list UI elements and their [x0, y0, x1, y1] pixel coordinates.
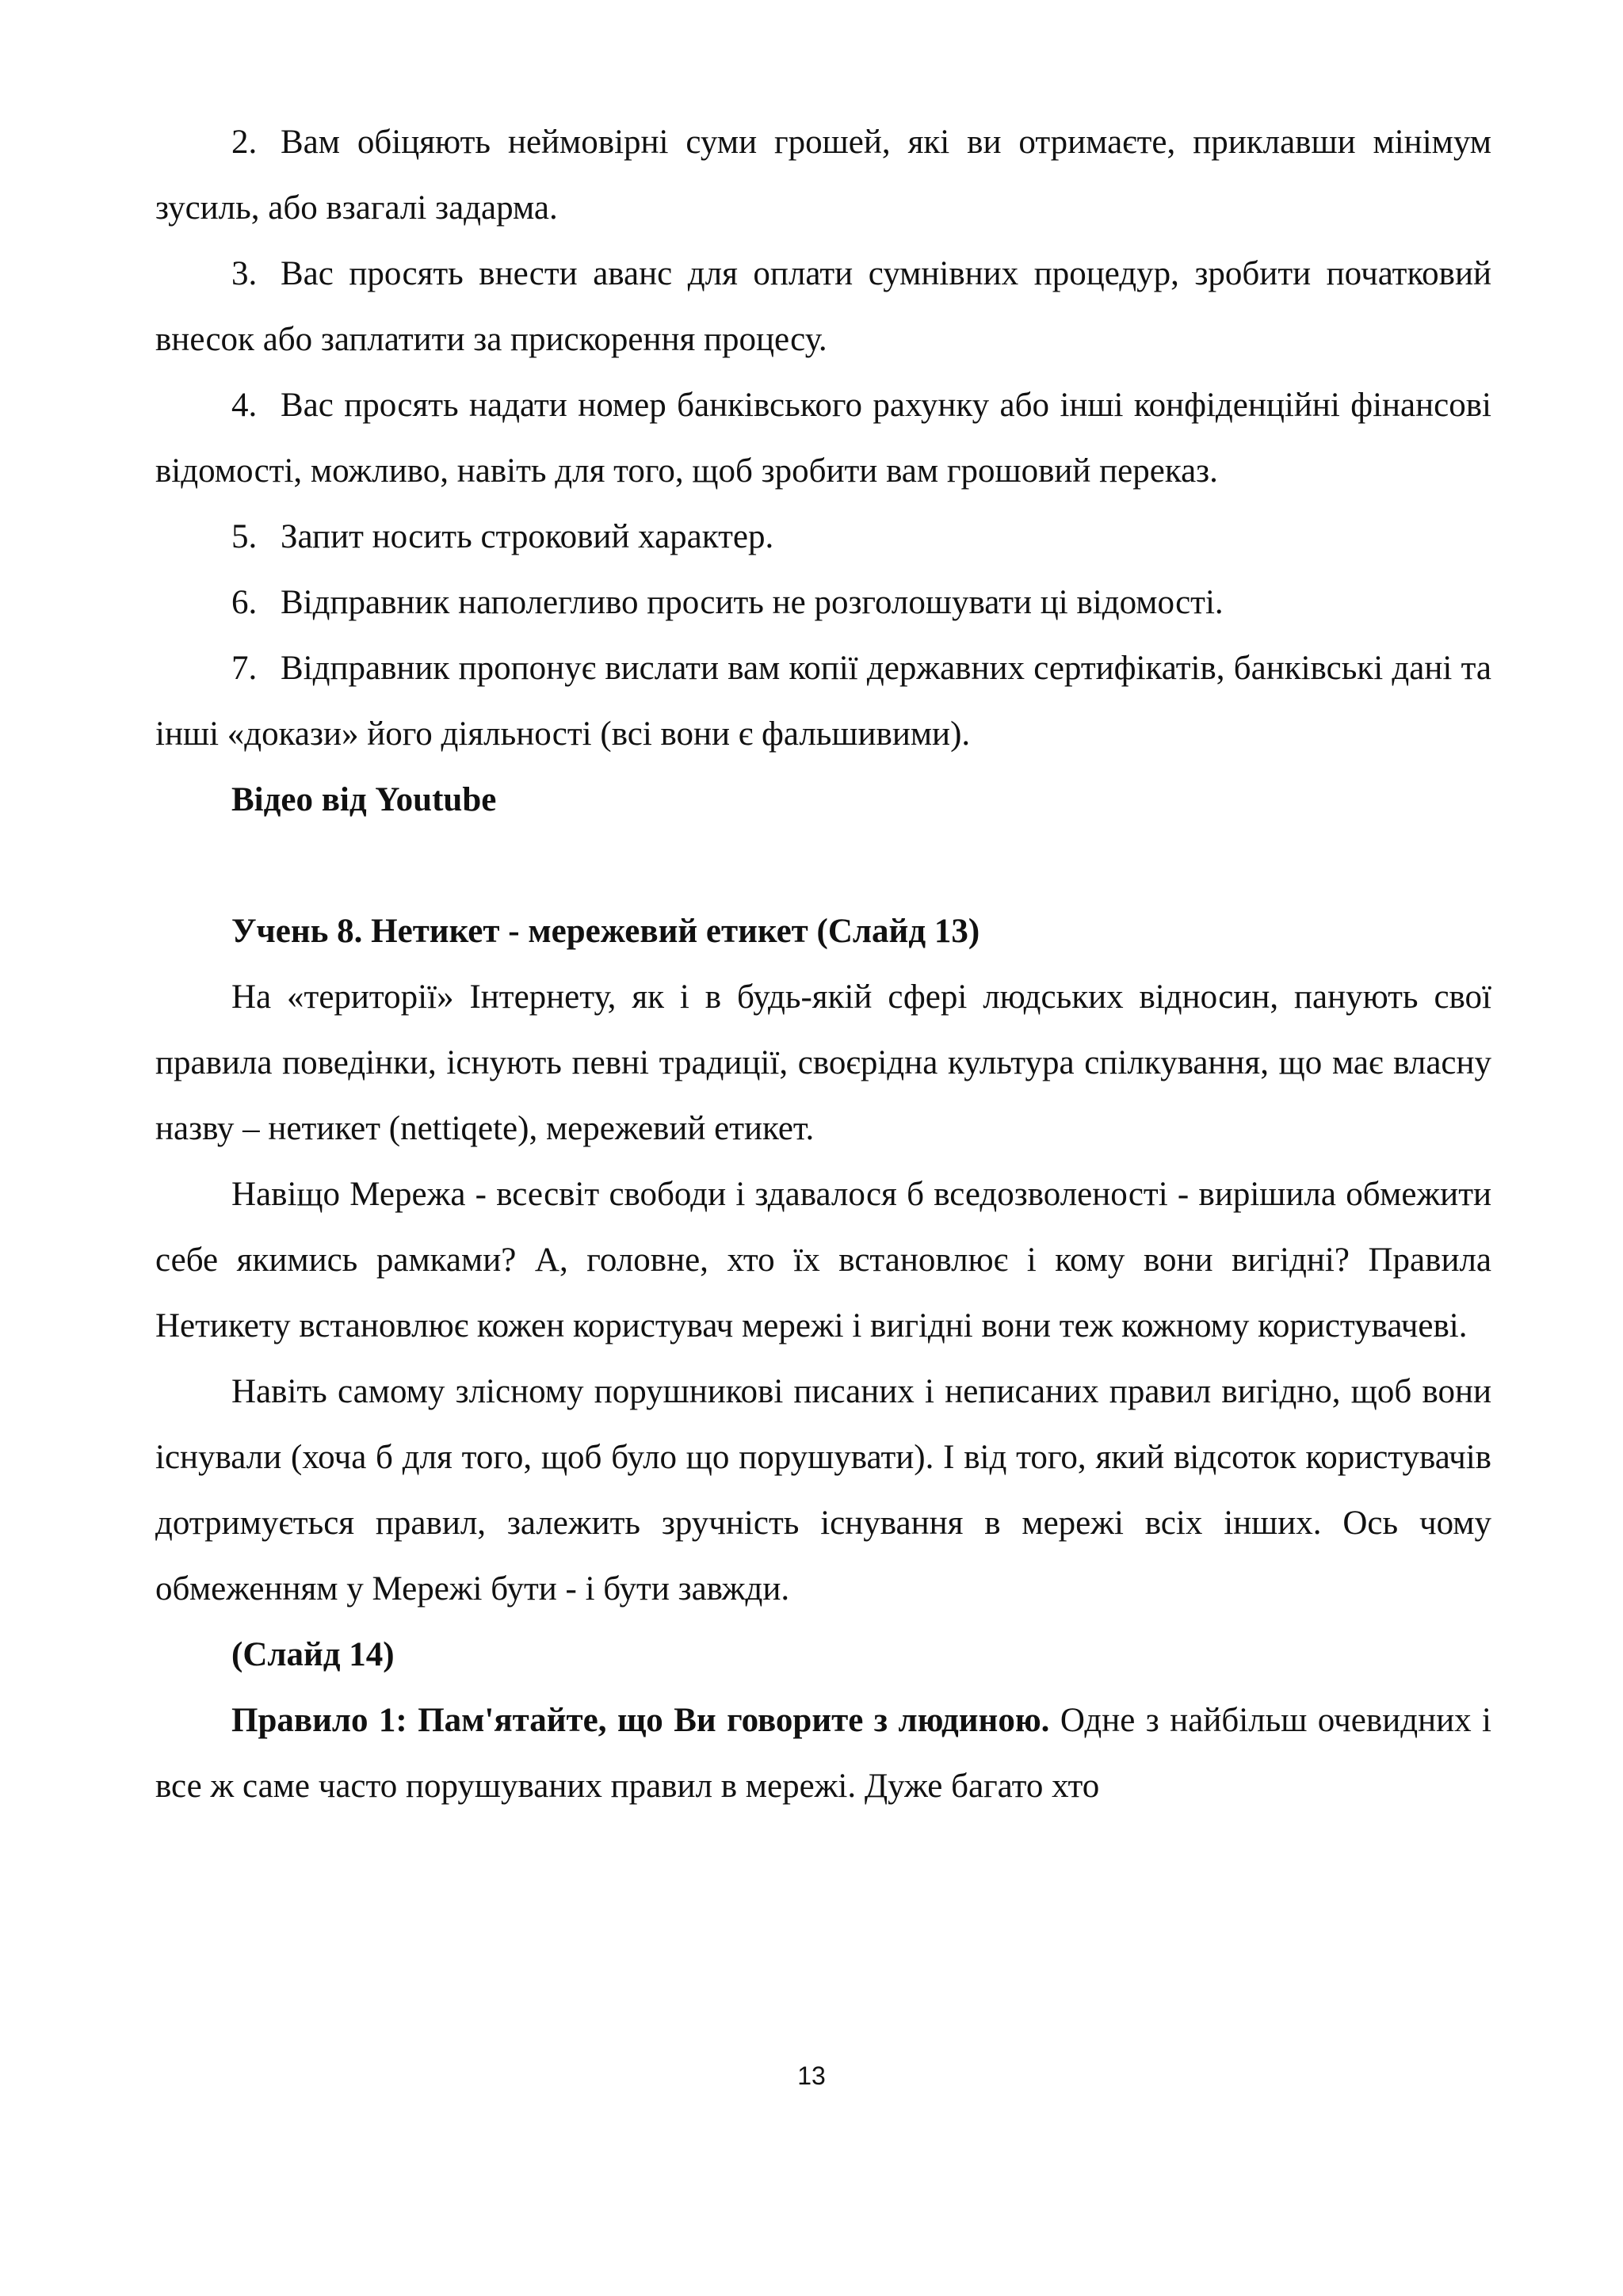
list-item-number: 6.: [231, 584, 258, 621]
list-item: [155, 241, 1491, 372]
list-item: [155, 570, 1491, 635]
slide-label: (Слайд 14): [231, 1636, 395, 1673]
list-item-number: 5.: [231, 518, 258, 555]
list-item-text: Вас просять надати номер банківського рахунку або інші конфіденційні фінансові відомості, можливо, навіть для того, щоб зробити вам грошовий переказ.: [155, 387, 1491, 490]
page-number: 13: [797, 2061, 826, 2090]
page-content: [155, 109, 1491, 1819]
blank-line: [155, 833, 1491, 898]
paragraph: Навіть самому злісному порушникові писаних і неписаних правил вигідно, щоб вони існували (хоча б для того, щоб було що порушувати). І від того, який відсоток користувачів дотримується правил, залежить зручність існування в мережі всіх інших. Ось чому обмеженням у Мережі бути - і бути завжди.: [155, 1373, 1491, 1608]
list-item: [155, 109, 1491, 241]
list-item-text: Вас просять внести аванс для оплати сумнівних процедур, зробити початковий внесок або заплатити за прискорення процесу.: [155, 255, 1491, 358]
paragraph: На «території» Інтернету, як і в будь-якій сфері людських відносин, панують свої правила поведінки, існують певні традиції, своєрідна культура спілкування, що має власну назву – нетикет (nettiqete), мережевий етикет.: [155, 978, 1491, 1147]
list-item-number: 4.: [231, 387, 258, 424]
rule-title: Правило 1: Пам'ятайте, що Ви говорите з людиною.: [231, 1702, 1050, 1739]
list-item-text: Відправник наполегливо просить не розголошувати ці відомості.: [281, 584, 1224, 621]
list-item: [155, 372, 1491, 504]
list-item: [155, 504, 1491, 570]
section-heading: Учень 8. Нетикет - мережевий етикет (Слайд 13): [231, 913, 980, 950]
rule-text: Одне з найбільш очевидних і все ж саме часто порушуваних правил в мережі. Дуже багато хто: [155, 1702, 1491, 1805]
list-item: [155, 635, 1491, 767]
list-item-text: Відправник пропонує вислати вам копії державних сертифікатів, банківські дані та інші «докази» його діяльності (всі вони є фальшивими).: [155, 650, 1491, 753]
paragraph: Навіщо Мережа - всесвіт свободи і здавалося б вседозволеності - вирішила обмежити себе якимись рамками? А, головне, хто їх встановлює і кому вони вигідні? Правила Нетикету встановлює кожен користувач мережі і вигідні вони теж кожному користувачеві.: [155, 1176, 1491, 1344]
list-item-number: 7.: [231, 650, 258, 687]
video-heading: Відео від Youtube: [231, 781, 497, 818]
list-item-text: Запит носить строковий характер.: [281, 518, 774, 555]
list-item-text: Вам обіцяють неймовірні суми грошей, які ви отримаєте, приклавши мінімум зусиль, або взагалі задарма.: [155, 124, 1491, 227]
list-item-number: 2.: [231, 124, 258, 161]
list-item-number: 3.: [231, 255, 258, 292]
rule-paragraph: [155, 1688, 1491, 1819]
